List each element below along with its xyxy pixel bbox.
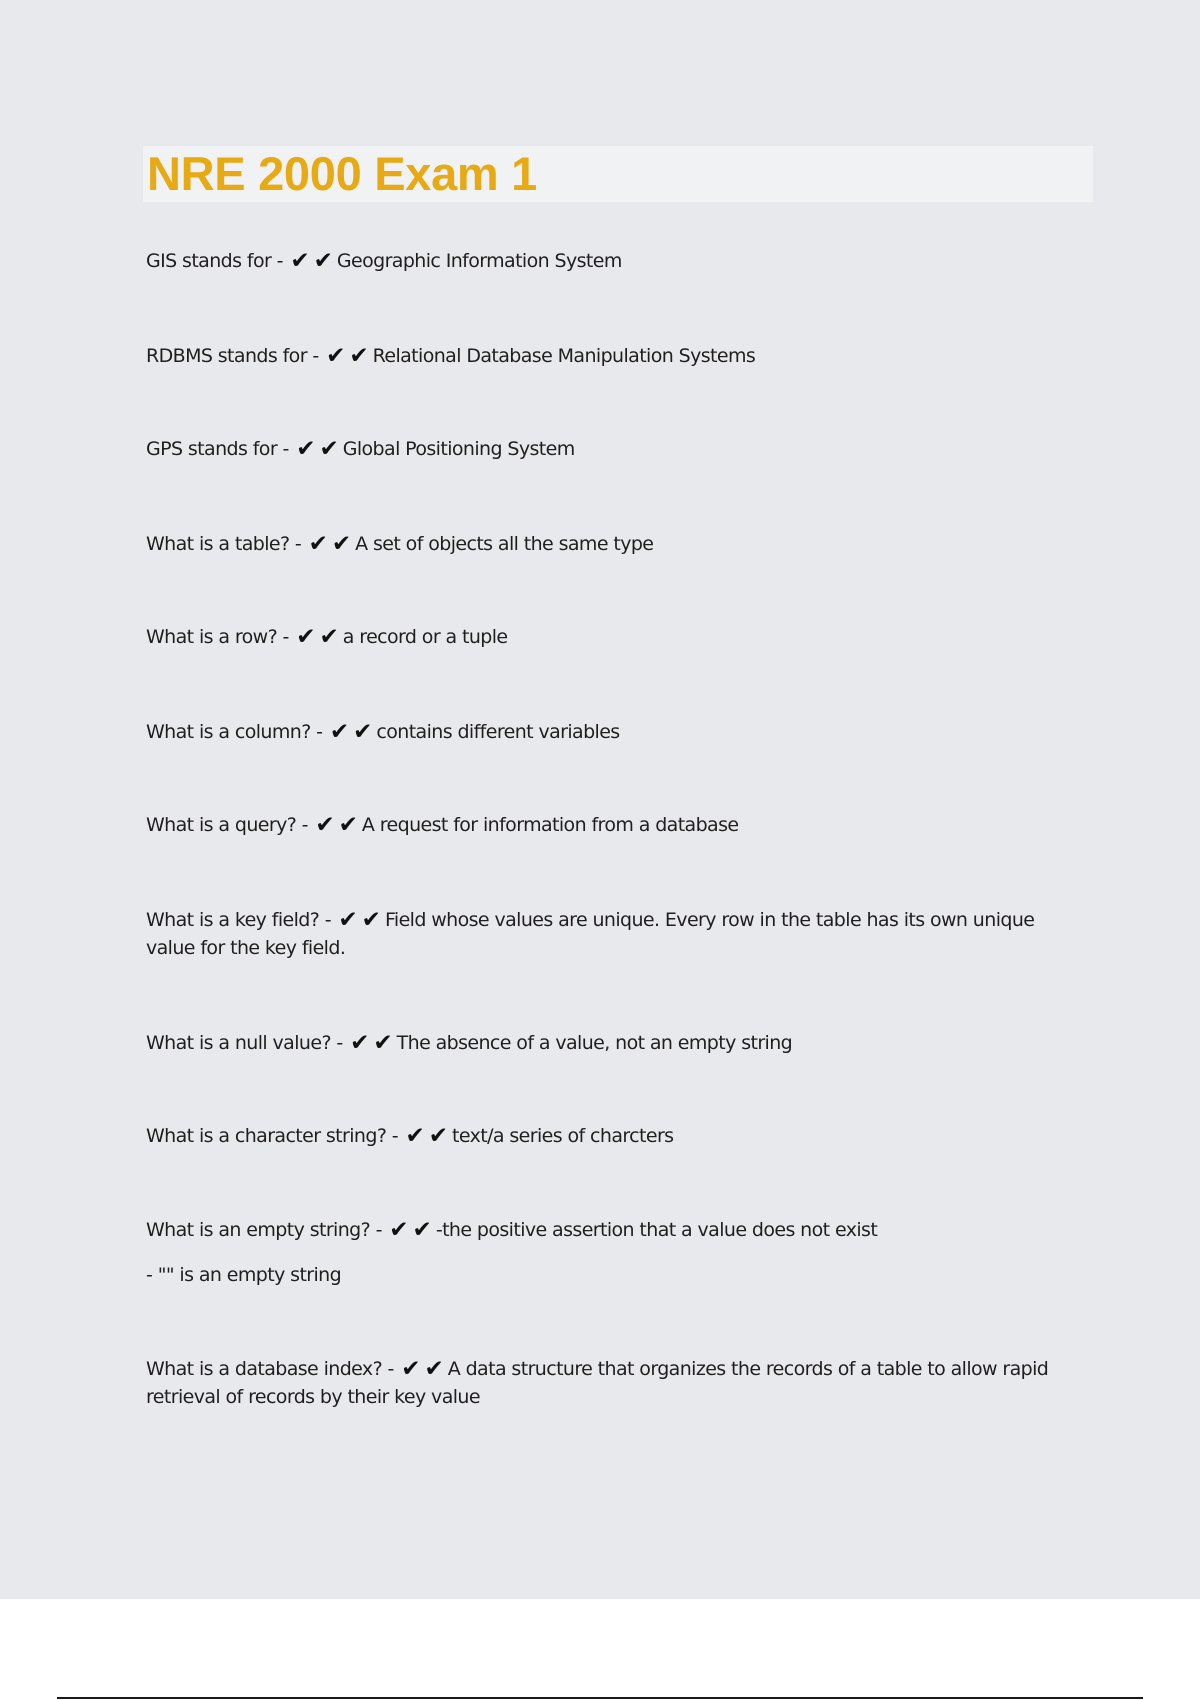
question-text: What is a query? [146, 814, 297, 836]
double-check-icon: ✔✔ [290, 248, 337, 274]
double-check-icon: ✔✔ [329, 719, 377, 745]
separator: - [382, 1358, 400, 1380]
question-text: What is a row? [146, 626, 278, 648]
qa-item [146, 1355, 1086, 1411]
double-check-icon: ✔✔ [338, 907, 385, 933]
qa-item [146, 906, 1086, 962]
answer-text: A set of objects all the same type [355, 533, 654, 555]
question-text: What is a column? [146, 721, 311, 743]
double-check-icon: ✔✔ [389, 1217, 436, 1243]
question-text: What is a key field? [146, 909, 320, 931]
question-text: GIS stands for [146, 250, 272, 272]
separator: - [271, 250, 289, 272]
separator: - [310, 721, 328, 743]
qa-item [146, 1029, 1086, 1057]
answer-text: A request for information from a database [361, 814, 739, 836]
separator: - [277, 438, 295, 460]
qa-item [146, 342, 1086, 370]
answer-text: contains different variables [376, 721, 620, 743]
question-text: RDBMS stands for [146, 345, 307, 367]
qa-item [146, 623, 1086, 651]
answer-text: Field whose values are unique. Every row in the table has its own unique value for the key field. [146, 909, 1035, 959]
separator: - [319, 909, 337, 931]
qa-item [146, 718, 1086, 746]
double-check-icon: ✔✔ [350, 1030, 397, 1056]
double-check-icon: ✔✔ [315, 812, 362, 838]
qa-item [146, 435, 1086, 463]
qa-item [146, 1122, 1086, 1150]
qa-item [146, 247, 1086, 275]
answer-text: a record or a tuple [342, 626, 508, 648]
separator: - [289, 533, 307, 555]
separator: - [306, 345, 325, 367]
double-check-icon: ✔✔ [405, 1123, 452, 1149]
answer-text: Global Positioning System [342, 438, 575, 460]
answer-continuation: - "" is an empty string [146, 1264, 342, 1286]
answer-text: A data structure that organizes the records of a table to allow rapid retrieval of records by their key value [146, 1358, 1049, 1408]
question-text: What is a null value? [146, 1032, 331, 1054]
qa-item [146, 811, 1086, 839]
qa-item [146, 1216, 1086, 1244]
qa-item [146, 530, 1086, 558]
double-check-icon: ✔✔ [296, 624, 343, 650]
double-check-icon: ✔✔ [326, 343, 373, 369]
double-check-icon: ✔✔ [296, 436, 343, 462]
document-title: NRE 2000 Exam 1 [147, 147, 538, 200]
answer-text: Geographic Information System [336, 250, 622, 272]
question-text: What is an empty string? [146, 1219, 371, 1241]
question-text: GPS stands for [146, 438, 278, 460]
answer-text: The absence of a value, not an empty string [396, 1032, 793, 1054]
separator: - [296, 814, 314, 836]
double-check-icon: ✔✔ [401, 1356, 448, 1382]
answer-text: Relational Database Manipulation Systems [372, 345, 756, 367]
separator: - [386, 1125, 404, 1147]
answer-text: -the positive assertion that a value does not exist [435, 1219, 878, 1241]
double-check-icon: ✔✔ [308, 531, 356, 557]
title-banner [143, 146, 1093, 202]
answer-text: text/a series of charcters [452, 1125, 674, 1147]
separator: - [330, 1032, 349, 1054]
question-text: What is a table? [146, 533, 290, 555]
footer-divider [57, 1697, 1143, 1699]
question-text: What is a character string? [146, 1125, 387, 1147]
question-text: What is a database index? [146, 1358, 383, 1380]
separator: - [370, 1219, 388, 1241]
separator: - [277, 626, 295, 648]
